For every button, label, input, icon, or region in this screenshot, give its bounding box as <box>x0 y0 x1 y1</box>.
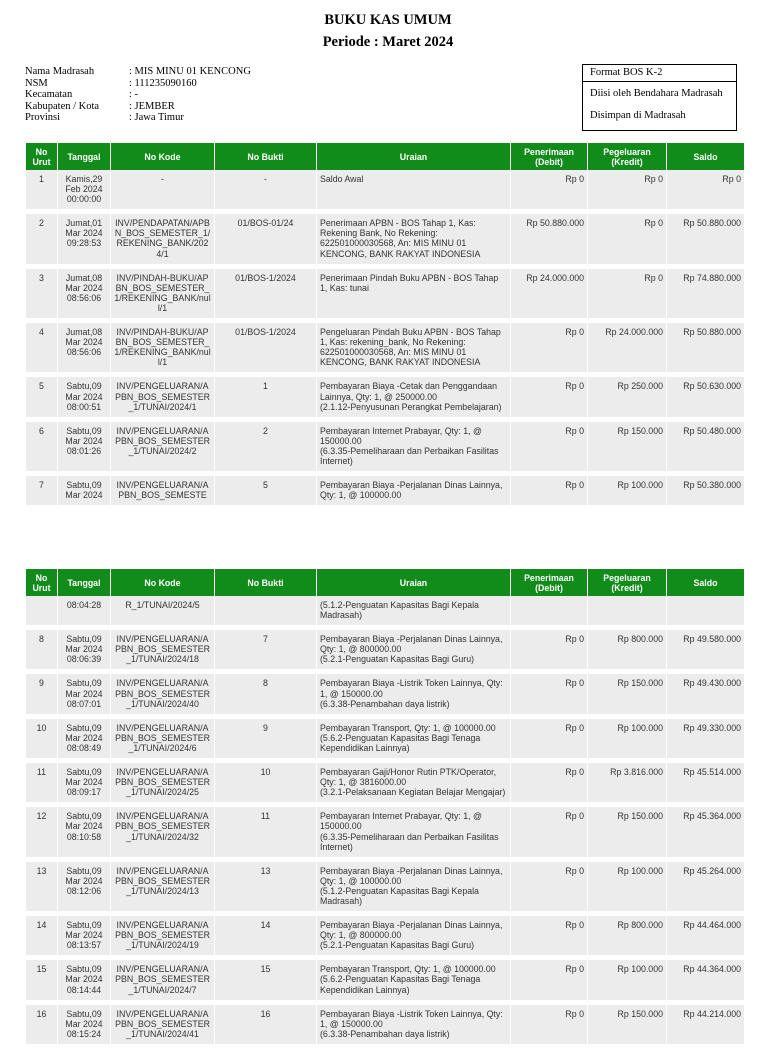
row-code: INV/PENGELUARAN/APBN_BOS_SEMESTER_1/TUNAI/2024/1 <box>111 377 214 421</box>
row-debit: Rp 0 <box>511 630 587 674</box>
row-date: Sabtu,09 Mar 2024 <box>58 476 110 510</box>
col-penerimaan-header: Penerimaan (Debit) <box>511 569 587 596</box>
row-description: Pengeluaran Pindah Buku APBN - BOS Tahap 1, Kas: rekening_bank, No Rekening: 622501000030568, An: MIS MINU 01 KENCONG, BANK RAKYAT INDONESIA <box>317 323 510 377</box>
row-number: 14 <box>26 916 57 960</box>
row-code: INV/PENGELUARAN/APBN_BOS_SEMESTER_1/TUNAI/2024/41 <box>111 1005 214 1049</box>
madrasah-info <box>25 66 251 124</box>
row-debit: Rp 0 <box>511 960 587 1004</box>
row-receipt-number: 01/BOS-01/24 <box>215 214 316 268</box>
row-number: 5 <box>26 377 57 421</box>
row-credit: Rp 0 <box>588 170 666 214</box>
row-credit: Rp 800.000 <box>588 630 666 674</box>
row-credit: Rp 100.000 <box>588 862 666 916</box>
row-code: INV/PINDAH-BUKU/APBN_BOS_SEMESTER_1/REKENING_BANK/null/1 <box>111 323 214 377</box>
info-row-madrasah <box>25 66 251 78</box>
row-number <box>26 596 57 630</box>
row-balance: Rp 74.880.000 <box>667 269 744 323</box>
row-description: Pembayaran Biaya -Perjalanan Dinas Lainnya, Qty: 1, @ 100000.00 <box>317 476 510 510</box>
row-date: Sabtu,09 Mar 2024 08:06:39 <box>58 630 110 674</box>
row-description: (5.1.2-Penguatan Kapasitas Bagi Kepala Madrasah) <box>317 596 510 630</box>
info-value: : JEMBER <box>129 100 175 112</box>
table-row <box>26 170 744 214</box>
table-row <box>26 476 744 510</box>
row-description: Pembayaran Biaya -Cetak dan Penggandaan Lainnya, Qty: 1, @ 250000.00 (2.1.12-Penyusunan Perangkat Pembelajaran) <box>317 377 510 421</box>
row-credit: Rp 0 <box>588 214 666 268</box>
table-row <box>26 323 744 377</box>
row-credit: Rp 150.000 <box>588 422 666 476</box>
format-code: Format BOS K-2 <box>583 65 736 82</box>
row-debit: Rp 0 <box>511 674 587 718</box>
row-debit: Rp 0 <box>511 377 587 421</box>
row-date: 08:04:28 <box>58 596 110 630</box>
row-date: Sabtu,09 Mar 2024 08:14:44 <box>58 960 110 1004</box>
col-penerimaan-header: Penerimaan (Debit) <box>511 143 587 170</box>
row-receipt-number: 01/BOS-1/2024 <box>215 269 316 323</box>
row-description: Pembayaran Transport, Qty: 1, @ 100000.00 (5.6.2-Penguatan Kapasitas Bagi Tenaga Kependidikan Lainnya) <box>317 719 510 763</box>
table-row <box>26 807 744 861</box>
row-description: Pembayaran Gaji/Honor Rutin PTK/Operator, Qty: 1, @ 3816000.00 (3.2.1-Pelaksanaan Kegiatan Belajar Mengajar) <box>317 763 510 807</box>
row-balance: Rp 50.880.000 <box>667 323 744 377</box>
row-description: Pembayaran Biaya -Perjalanan Dinas Lainnya, Qty: 1, @ 800000.00 (5.2.1-Penguatan Kapasitas Bagi Guru) <box>317 916 510 960</box>
row-code: - <box>111 170 214 214</box>
row-receipt-number: 10 <box>215 763 316 807</box>
row-receipt-number: 7 <box>215 630 316 674</box>
table-body <box>26 170 744 510</box>
info-label: Provinsi <box>25 112 61 124</box>
row-date: Sabtu,09 Mar 2024 08:12:06 <box>58 862 110 916</box>
row-credit: Rp 800.000 <box>588 916 666 960</box>
row-number: 1 <box>26 170 57 214</box>
table-row <box>26 719 744 763</box>
row-receipt-number: 16 <box>215 1005 316 1049</box>
format-filled-by: Diisi oleh Bendahara Madrasah <box>590 88 723 99</box>
row-description: Penerimaan APBN - BOS Tahap 1, Kas: Rekening Bank, No Rekening: 622501000030568, An: MIS MINU 01 KENCONG, BANK RAKYAT INDONESIA <box>317 214 510 268</box>
row-date: Jumat,08 Mar 2024 08:56:06 <box>58 269 110 323</box>
row-number: 9 <box>26 674 57 718</box>
row-receipt-number: 01/BOS-1/2024 <box>215 323 316 377</box>
row-debit: Rp 0 <box>511 862 587 916</box>
row-code: INV/PENGELUARAN/APBN_BOS_SEMESTER_1/TUNAI/2024/32 <box>111 807 214 861</box>
row-debit: Rp 0 <box>511 476 587 510</box>
row-balance: Rp 44.364.000 <box>667 960 744 1004</box>
col-saldo-header: Saldo <box>667 569 744 596</box>
info-row-provinsi <box>25 112 251 124</box>
row-description: Pembayaran Biaya -Listrik Token Lainnya, Qty: 1, @ 150000.00 (6.3.38-Penambahan daya listrik) <box>317 674 510 718</box>
col-pengeluaran-header: Pegeluaran (Kredit) <box>588 143 666 170</box>
info-label: NSM <box>25 77 48 89</box>
col-tanggal-header: Tanggal <box>58 569 110 596</box>
row-balance: Rp 50.630.000 <box>667 377 744 421</box>
row-code: INV/PENGELUARAN/APBN_BOS_SEMESTER_1/TUNAI/2024/7 <box>111 960 214 1004</box>
table-row <box>26 763 744 807</box>
row-balance: Rp 44.464.000 <box>667 916 744 960</box>
table-row <box>26 214 744 268</box>
row-code: INV/PENGELUARAN/APBN_BOS_SEMESTE <box>111 476 214 510</box>
row-receipt-number: 8 <box>215 674 316 718</box>
row-debit: Rp 0 <box>511 807 587 861</box>
row-debit: Rp 0 <box>511 422 587 476</box>
col-saldo-header: Saldo <box>667 143 744 170</box>
info-value: : Jawa Timur <box>129 112 184 124</box>
row-code: INV/PENGELUARAN/APBN_BOS_SEMESTER_1/TUNAI/2024/18 <box>111 630 214 674</box>
table-row <box>26 269 744 323</box>
col-no-kode-header: No Kode <box>111 569 214 596</box>
row-code: INV/PINDAH-BUKU/APBN_BOS_SEMESTER_1/REKENING_BANK/null/1 <box>111 269 214 323</box>
row-receipt-number: 11 <box>215 807 316 861</box>
info-label: Nama Madrasah <box>25 66 95 77</box>
table-row <box>26 674 744 718</box>
row-code: INV/PENGELUARAN/APBN_BOS_SEMESTER_1/TUNAI/2024/2 <box>111 422 214 476</box>
row-code: INV/PENDAPATAN/APBN_BOS_SEMESTER_1/REKENING_BANK/2024/1 <box>111 214 214 268</box>
row-credit: Rp 100.000 <box>588 476 666 510</box>
row-description: Penerimaan Pindah Buku APBN - BOS Tahap 1, Kas: tunai <box>317 269 510 323</box>
row-credit: Rp 250.000 <box>588 377 666 421</box>
row-credit: Rp 150.000 <box>588 1005 666 1049</box>
row-date: Kamis,29 Feb 2024 00:00:00 <box>58 170 110 214</box>
row-date: Sabtu,09 Mar 2024 08:10:58 <box>58 807 110 861</box>
row-debit: Rp 0 <box>511 1005 587 1049</box>
row-balance: Rp 50.380.000 <box>667 476 744 510</box>
row-number: 8 <box>26 630 57 674</box>
info-row-kecamatan <box>25 89 251 101</box>
col-no-urut-header: No Urut <box>26 143 57 170</box>
row-credit: Rp 150.000 <box>588 807 666 861</box>
row-date: Jumat,01 Mar 2024 09:28:53 <box>58 214 110 268</box>
row-number: 11 <box>26 763 57 807</box>
col-no-bukti-header: No Bukti <box>215 143 316 170</box>
row-balance <box>667 596 744 630</box>
row-receipt-number: 15 <box>215 960 316 1004</box>
info-value: : MIS MINU 01 KENCONG <box>129 66 251 77</box>
format-stored-at: Disimpan di Madrasah <box>590 110 686 121</box>
row-balance: Rp 49.580.000 <box>667 630 744 674</box>
col-no-kode-header: No Kode <box>111 143 214 170</box>
page-title: BUKU KAS UMUM <box>324 12 452 28</box>
table-header <box>26 143 744 170</box>
row-debit: Rp 0 <box>511 916 587 960</box>
row-number: 10 <box>26 719 57 763</box>
row-balance: Rp 49.430.000 <box>667 674 744 718</box>
cash-book-table-continued <box>25 569 745 1049</box>
row-date: Sabtu,09 Mar 2024 08:15:24 <box>58 1005 110 1049</box>
row-description: Pembayaran Biaya -Perjalanan Dinas Lainnya, Qty: 1, @ 100000.00 (5.1.2-Penguatan Kapasitas Bagi Kepala Madrasah) <box>317 862 510 916</box>
row-debit: Rp 24.000.000 <box>511 269 587 323</box>
row-date: Sabtu,09 Mar 2024 08:01:26 <box>58 422 110 476</box>
col-uraian-header: Uraian <box>317 143 510 170</box>
row-code: INV/PENGELUARAN/APBN_BOS_SEMESTER_1/TUNAI/2024/40 <box>111 674 214 718</box>
row-date: Sabtu,09 Mar 2024 08:09:17 <box>58 763 110 807</box>
col-no-urut-header: No Urut <box>26 569 57 596</box>
row-number: 13 <box>26 862 57 916</box>
row-credit: Rp 100.000 <box>588 719 666 763</box>
row-number: 4 <box>26 323 57 377</box>
table-row <box>26 960 744 1004</box>
row-description: Pembayaran Internet Prabayar, Qty: 1, @ 150000.00 (6.3.35-Pemeliharaan dan Perbaikan Fasilitas Internet) <box>317 807 510 861</box>
row-number: 6 <box>26 422 57 476</box>
row-receipt-number: 5 <box>215 476 316 510</box>
row-date: Jumat,08 Mar 2024 08:56:06 <box>58 323 110 377</box>
table-row <box>26 377 744 421</box>
row-balance: Rp 44.214.000 <box>667 1005 744 1049</box>
row-code: R_1/TUNAI/2024/5 <box>111 596 214 630</box>
row-balance: Rp 45.264.000 <box>667 862 744 916</box>
row-number: 12 <box>26 807 57 861</box>
row-credit: Rp 3.816.000 <box>588 763 666 807</box>
row-number: 15 <box>26 960 57 1004</box>
table-body <box>26 596 744 1049</box>
row-number: 2 <box>26 214 57 268</box>
period-subtitle: Periode : Maret 2024 <box>322 34 454 50</box>
row-debit <box>511 596 587 630</box>
row-receipt-number: 14 <box>215 916 316 960</box>
row-credit: Rp 100.000 <box>588 960 666 1004</box>
table-row <box>26 862 744 916</box>
row-date: Sabtu,09 Mar 2024 08:00:51 <box>58 377 110 421</box>
row-code: INV/PENGELUARAN/APBN_BOS_SEMESTER_1/TUNAI/2024/6 <box>111 719 214 763</box>
format-box <box>582 64 737 131</box>
info-label: Kecamatan <box>25 89 73 101</box>
row-number: 7 <box>26 476 57 510</box>
col-uraian-header: Uraian <box>317 569 510 596</box>
row-number: 16 <box>26 1005 57 1049</box>
row-number: 3 <box>26 269 57 323</box>
table-row <box>26 916 744 960</box>
row-code: INV/PENGELUARAN/APBN_BOS_SEMESTER_1/TUNAI/2024/25 <box>111 763 214 807</box>
row-description: Saldo Awal <box>317 170 510 214</box>
row-receipt-number: 2 <box>215 422 316 476</box>
row-description: Pembayaran Biaya -Perjalanan Dinas Lainnya, Qty: 1, @ 800000.00 (5.2.1-Penguatan Kapasitas Bagi Guru) <box>317 630 510 674</box>
col-tanggal-header: Tanggal <box>58 143 110 170</box>
row-debit: Rp 0 <box>511 170 587 214</box>
row-receipt-number: 9 <box>215 719 316 763</box>
row-description: Pembayaran Internet Prabayar, Qty: 1, @ 150000.00 (6.3.35-Pemeliharaan dan Perbaikan Fasilitas Internet) <box>317 422 510 476</box>
row-receipt-number <box>215 596 316 630</box>
table-row <box>26 630 744 674</box>
row-receipt-number: 1 <box>215 377 316 421</box>
row-credit: Rp 0 <box>588 269 666 323</box>
info-label: Kabupaten / Kota <box>25 100 100 112</box>
table-row <box>26 422 744 476</box>
row-balance: Rp 49.330.000 <box>667 719 744 763</box>
row-debit: Rp 50.880.000 <box>511 214 587 268</box>
row-credit: Rp 150.000 <box>588 674 666 718</box>
row-balance: Rp 45.514.000 <box>667 763 744 807</box>
row-date: Sabtu,09 Mar 2024 08:08:49 <box>58 719 110 763</box>
cash-book-table <box>25 143 745 510</box>
info-value: : 111235090160 <box>129 77 197 89</box>
table-row <box>26 1005 744 1049</box>
table-row <box>26 596 744 630</box>
row-debit: Rp 0 <box>511 763 587 807</box>
row-balance: Rp 50.480.000 <box>667 422 744 476</box>
col-pengeluaran-header: Pegeluaran (Kredit) <box>588 569 666 596</box>
header-row <box>26 569 744 596</box>
row-credit <box>588 596 666 630</box>
table-header <box>26 569 744 596</box>
row-code: INV/PENGELUARAN/APBN_BOS_SEMESTER_1/TUNAI/2024/13 <box>111 862 214 916</box>
row-balance: Rp 50.880.000 <box>667 214 744 268</box>
row-date: Sabtu,09 Mar 2024 08:13:57 <box>58 916 110 960</box>
info-value: : - <box>129 89 139 101</box>
info-row-kabupaten <box>25 101 251 113</box>
row-description: Pembayaran Transport, Qty: 1, @ 100000.00 (5.6.2-Penguatan Kapasitas Bagi Tenaga Kependidikan Lainnya) <box>317 960 510 1004</box>
row-balance: Rp 0 <box>667 170 744 214</box>
row-debit: Rp 0 <box>511 719 587 763</box>
row-debit: Rp 0 <box>511 323 587 377</box>
row-balance: Rp 45.364.000 <box>667 807 744 861</box>
row-description: Pembayaran Biaya -Listrik Token Lainnya, Qty: 1, @ 150000.00 (6.3.38-Penambahan daya listrik) <box>317 1005 510 1049</box>
info-row-nsm <box>25 78 251 90</box>
col-no-bukti-header: No Bukti <box>215 569 316 596</box>
row-receipt-number: - <box>215 170 316 214</box>
header-row <box>26 143 744 170</box>
row-code: INV/PENGELUARAN/APBN_BOS_SEMESTER_1/TUNAI/2024/19 <box>111 916 214 960</box>
row-date: Sabtu,09 Mar 2024 08:07:01 <box>58 674 110 718</box>
row-receipt-number: 13 <box>215 862 316 916</box>
row-credit: Rp 24.000.000 <box>588 323 666 377</box>
